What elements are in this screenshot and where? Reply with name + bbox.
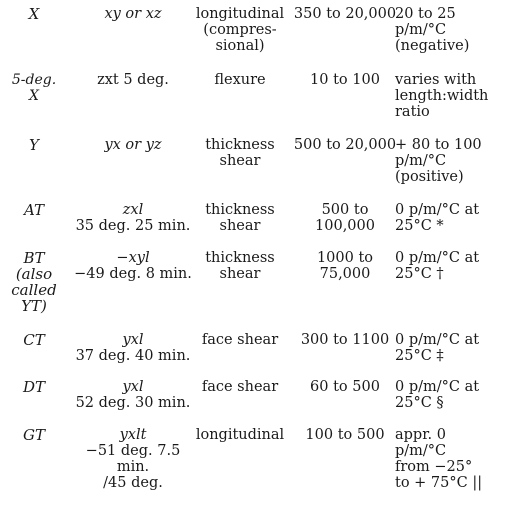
mode-cell: thickness shear <box>205 137 275 169</box>
cut-name: GT <box>23 426 45 444</box>
mode-cell: face shear <box>201 332 279 348</box>
frequency-cell: 500 to 100,000 <box>315 202 375 234</box>
cut-name: 5-deg. X <box>11 72 57 104</box>
mode-cell: longitudinal (compres- sional) <box>195 6 285 54</box>
temp-coeff-cell: appr. 0 p/m/°C from −25° to + 75°C || <box>395 427 483 491</box>
temp-coeff-cell: 20 to 25 p/m/°C (negative) <box>395 6 470 54</box>
temp-coeff-cell: 0 p/m/°C at 25°C † <box>395 250 480 282</box>
mode-cell: flexure <box>214 72 266 88</box>
cut-name: AT <box>23 201 45 219</box>
frequency-cell: 500 to 20,000 <box>293 137 397 153</box>
temp-coeff-cell: 0 p/m/°C at 25°C * <box>395 202 480 234</box>
orientation-cell: zxl 35 deg. 25 min. <box>75 202 191 234</box>
frequency-cell: 100 to 500 <box>305 427 385 443</box>
frequency-cell: 60 to 500 <box>310 379 380 395</box>
orientation-cell: xy or xz <box>104 6 162 22</box>
cut-name: BT (also called YT) <box>11 249 57 315</box>
orientation-cell: yxl 52 deg. 30 min. <box>75 379 191 411</box>
mode-cell: face shear <box>201 379 279 395</box>
temp-coeff-cell: varies with length:width ratio <box>395 72 489 120</box>
mode-cell: longitudinal <box>195 427 285 443</box>
cut-name: CT <box>23 331 45 349</box>
mode-cell: thickness shear <box>205 250 275 282</box>
cut-name: DT <box>22 378 46 396</box>
temp-coeff-cell: + 80 to 100 p/m/°C (positive) <box>395 137 482 185</box>
cut-name: X <box>28 5 40 23</box>
orientation-cell: −xyl −49 deg. 8 min. <box>74 250 192 282</box>
temp-coeff-cell: 0 p/m/°C at 25°C ‡ <box>395 332 480 364</box>
frequency-cell: 1000 to 75,000 <box>316 250 374 282</box>
orientation-cell: yxlt −51 deg. 7.5 min. /45 deg. <box>85 427 181 491</box>
orientation-cell: yxl 37 deg. 40 min. <box>75 332 191 364</box>
orientation-cell: yx or yz <box>104 137 162 153</box>
frequency-cell: 300 to 1100 <box>300 332 390 348</box>
cut-name: Y <box>29 136 39 154</box>
frequency-cell: 10 to 100 <box>310 72 380 88</box>
orientation-cell: zxt 5 deg. <box>97 72 169 88</box>
temp-coeff-cell: 0 p/m/°C at 25°C § <box>395 379 480 411</box>
frequency-cell: 350 to 20,000 <box>293 6 397 22</box>
mode-cell: thickness shear <box>205 202 275 234</box>
